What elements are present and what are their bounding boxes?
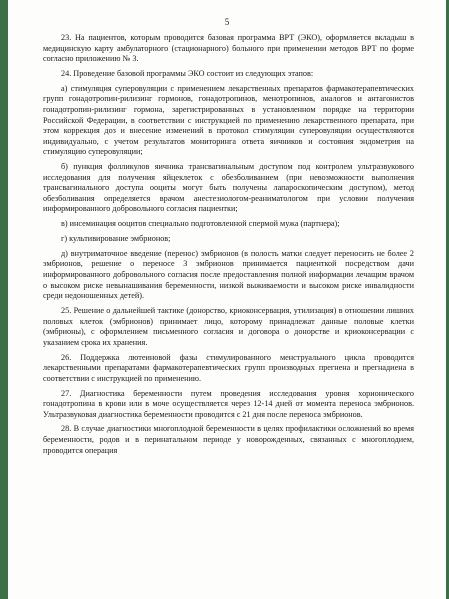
paragraph-27: 27. Диагностика беременности путем проведения исследования уровня хорионического гонадотропина в крови или в моче осуществляется через 12-14 дней от момента переноса эмбрионов. Ультразвуковая диагностика беременности проводится с 21 дня после переноса эмбрионов. xyxy=(43,388,414,419)
paragraph-23: 23. На пациентов, которым проводится базовая программа ВРТ (ЭКО), оформляется вкладыш в медицинскую карту амбулаторного (стационарного) больного при применении методов ВРТ по форме согласно приложению № 3. xyxy=(43,33,414,64)
page-number: 5 xyxy=(224,17,230,27)
paragraph-24v: в) инсеминация ооцитов специально подготовленной спермой мужа (партнера); xyxy=(61,219,340,229)
paragraph-28: 28. В случае диагностики многоплодной беременности в целях профилактики осложнений во время беременности, родов и в перинатальном периоде у новорожденных, связанных с многоплодием, проводится операция xyxy=(43,424,414,455)
document-body xyxy=(43,33,414,460)
paragraph-24g: г) культивирование эмбрионов; xyxy=(61,234,171,244)
paragraph-24a: а) стимуляция суперовуляции с применением лекарственных препаратов фармакотерапевтических групп гонадотропин-рилизинг гормонов, гонадотропинов, менотропинов, аналогов и антагонистов гонадотропин-рилизинг гормона, зарегистрированных в установленном порядке на территории Российской Федерации, в соответствии с инструкцией по применению лекарственного препарата, при этом коррекция доз и внесение изменений в протокол стимуляции суперовуляции осуществляются индивидуально, с учетом результатов мониторинга ответа яичников и состояния эндометрия на стимуляцию суперовуляции; xyxy=(43,83,414,157)
paragraph-25: 25. Решение о дальнейшей тактике (донорство, криоконсервация, утилизация) в отношении лишних половых клеток (эмбрионов) принимает лицо, которому принадлежат данные половые клетки (эмбрионы), с оформлением письменного согласия и договора о донорстве и криоконсервации с указанием срока их хранения. xyxy=(43,305,414,347)
paragraph-26: 26. Поддержка лютеиновой фазы стимулированного менструального цикла проводится лекарственными препаратами фармакотерапевтических групп производных прегнена и прегнадиена в соответствии с инструкцией по применению. xyxy=(43,352,414,383)
document-page xyxy=(8,0,446,599)
paragraph-24d: д) внутриматочное введение (перенос) эмбрионов (в полость матки следует переносить не более 2 эмбрионов, решение о переносе 3 эмбрионов принимается пациенткой посредством дачи информированного добровольного согласия после предоставления полной информации лечащим врачом о высоком риске невынашивания беременности, низкой выживаемости и высоком риске инвалидности среди недоношенных детей). xyxy=(43,248,414,301)
paragraph-24: 24. Проведение базовой программы ЭКО состоит из следующих этапов: xyxy=(61,68,314,78)
paragraph-24b: б) пункция фолликулов яичника трансвагинальным доступом под контролем ультразвукового исследования для получения яйцеклеток с обезболиванием (при невозможности выполнения трансвагинального доступа ооциты могут быть получены лапароскопическим доступом), метод обезболивания определяется врачом анестезиологом-реаниматологом при условии получения информированного добровольного согласия пациентки; xyxy=(43,162,414,214)
